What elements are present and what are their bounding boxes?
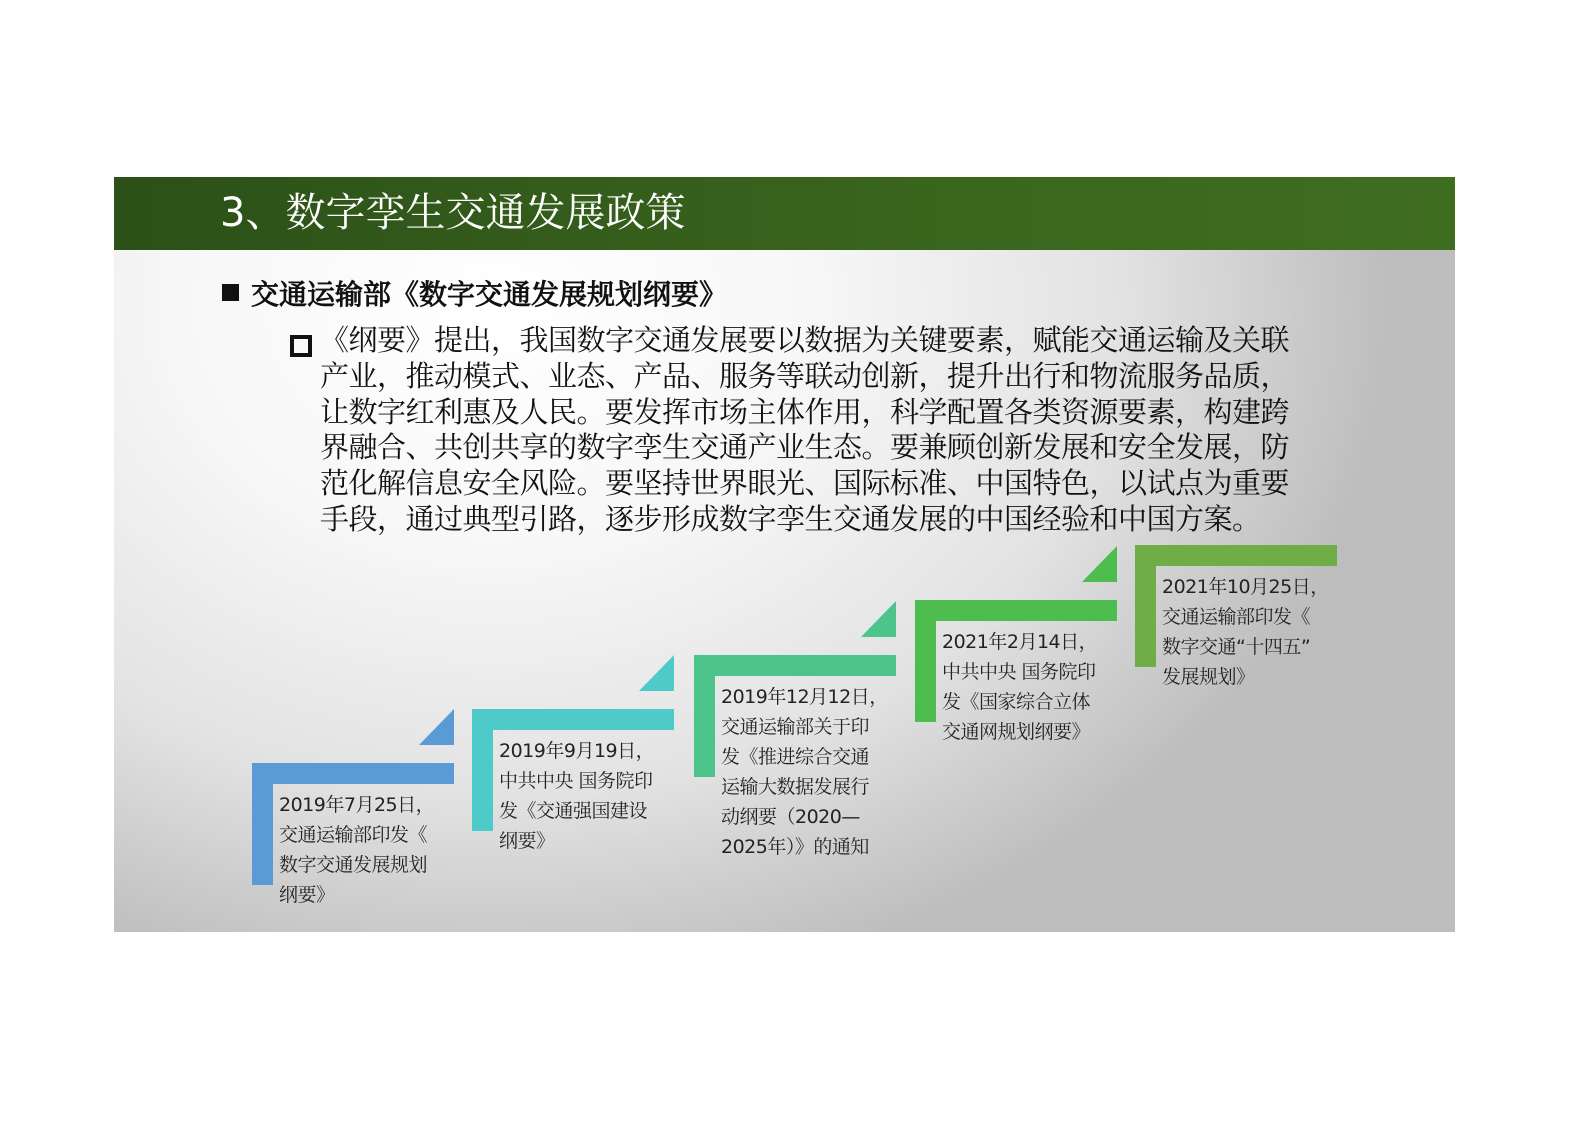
- slide-title: 3、数字孪生交通发展政策: [220, 190, 686, 236]
- step-text-line: 运输大数据发展行: [721, 776, 870, 798]
- step-text-line: 发《推进综合交通: [721, 746, 870, 768]
- slide: [114, 177, 1455, 932]
- step-horizontal-bar: [472, 709, 674, 730]
- step-horizontal-bar: [694, 655, 896, 676]
- paragraph-line: 范化解信息安全风险。要坚持世界眼光、国际标准、中国特色，以试点为重要: [320, 466, 1290, 501]
- paragraph-line: 让数字红利惠及人民。要发挥市场主体作用，科学配置各类资源要素，构建跨: [320, 394, 1290, 429]
- step-text-line: 2021年10月25日，: [1162, 576, 1329, 598]
- step-text-line: 交通运输部印发《: [1162, 606, 1311, 628]
- step-text-line: 中共中央 国务院印: [499, 770, 653, 792]
- step-text: [279, 790, 434, 910]
- step-triangle-icon: [419, 709, 454, 745]
- step-text-line: 发展规划》: [1162, 666, 1255, 688]
- step-text-line: 发《交通强国建设: [499, 800, 648, 822]
- step-text-line: 数字交通“十四五”: [1162, 636, 1311, 658]
- step-text-line: 交通运输部关于印: [721, 716, 870, 738]
- step-text-line: 数字交通发展规划: [279, 854, 428, 876]
- step-text-line: 动纲要（2020—: [721, 806, 860, 828]
- step-text-line: 2019年7月25日，: [279, 794, 435, 816]
- step-horizontal-bar: [252, 763, 454, 784]
- step-horizontal-bar: [915, 600, 1117, 621]
- step-text-line: 发《国家综合立体: [942, 691, 1091, 713]
- paragraph-line: 手段，通过典型引路，逐步形成数字孪生交通发展的中国经验和中国方案。: [320, 501, 1261, 536]
- step-text: [1162, 572, 1329, 692]
- step-text-line: 交通网规划纲要》: [942, 721, 1091, 743]
- step-text: [942, 627, 1097, 747]
- step-text-line: 纲要》: [499, 830, 555, 852]
- section-heading: [222, 275, 727, 315]
- heading-text: 交通运输部《数字交通发展规划纲要》: [251, 278, 728, 311]
- step-triangle-icon: [1082, 546, 1117, 582]
- step-text-line: 2025年）》的通知: [721, 836, 869, 858]
- step-text-line: 中共中央 国务院印: [942, 661, 1096, 683]
- step-triangle-icon: [639, 655, 674, 691]
- step-text-line: 纲要》: [279, 884, 335, 906]
- paragraph-line: 界融合、共创共享的数字孪生交通产业生态。要兼顾创新发展和安全发展，防: [320, 430, 1290, 465]
- step-vertical-bar: [694, 655, 715, 777]
- square-bullet-icon: [222, 284, 239, 301]
- hollow-square-bullet-icon: [290, 335, 312, 357]
- step-horizontal-bar: [1135, 545, 1337, 566]
- step-text-line: 2021年2月14日，: [942, 631, 1098, 653]
- step-text-line: 2019年9月19日，: [499, 740, 655, 762]
- paragraph-line: 产业，推动模式、业态、产品、服务等联动创新，提升出行和物流服务品质，: [320, 358, 1290, 393]
- step-vertical-bar: [472, 709, 493, 831]
- step-vertical-bar: [252, 763, 273, 885]
- title-bar: [114, 177, 1455, 250]
- step-text: [721, 682, 888, 862]
- step-triangle-icon: [861, 601, 896, 637]
- step-text: [499, 736, 654, 856]
- step-vertical-bar: [915, 600, 936, 722]
- step-text-line: 2019年12月12日，: [721, 686, 888, 708]
- step-vertical-bar: [1135, 545, 1156, 667]
- paragraph-line: 《纲要》提出，我国数字交通发展要以数据为关键要素，赋能交通运输及关联: [320, 323, 1290, 357]
- step-text-line: 交通运输部印发《: [279, 824, 428, 846]
